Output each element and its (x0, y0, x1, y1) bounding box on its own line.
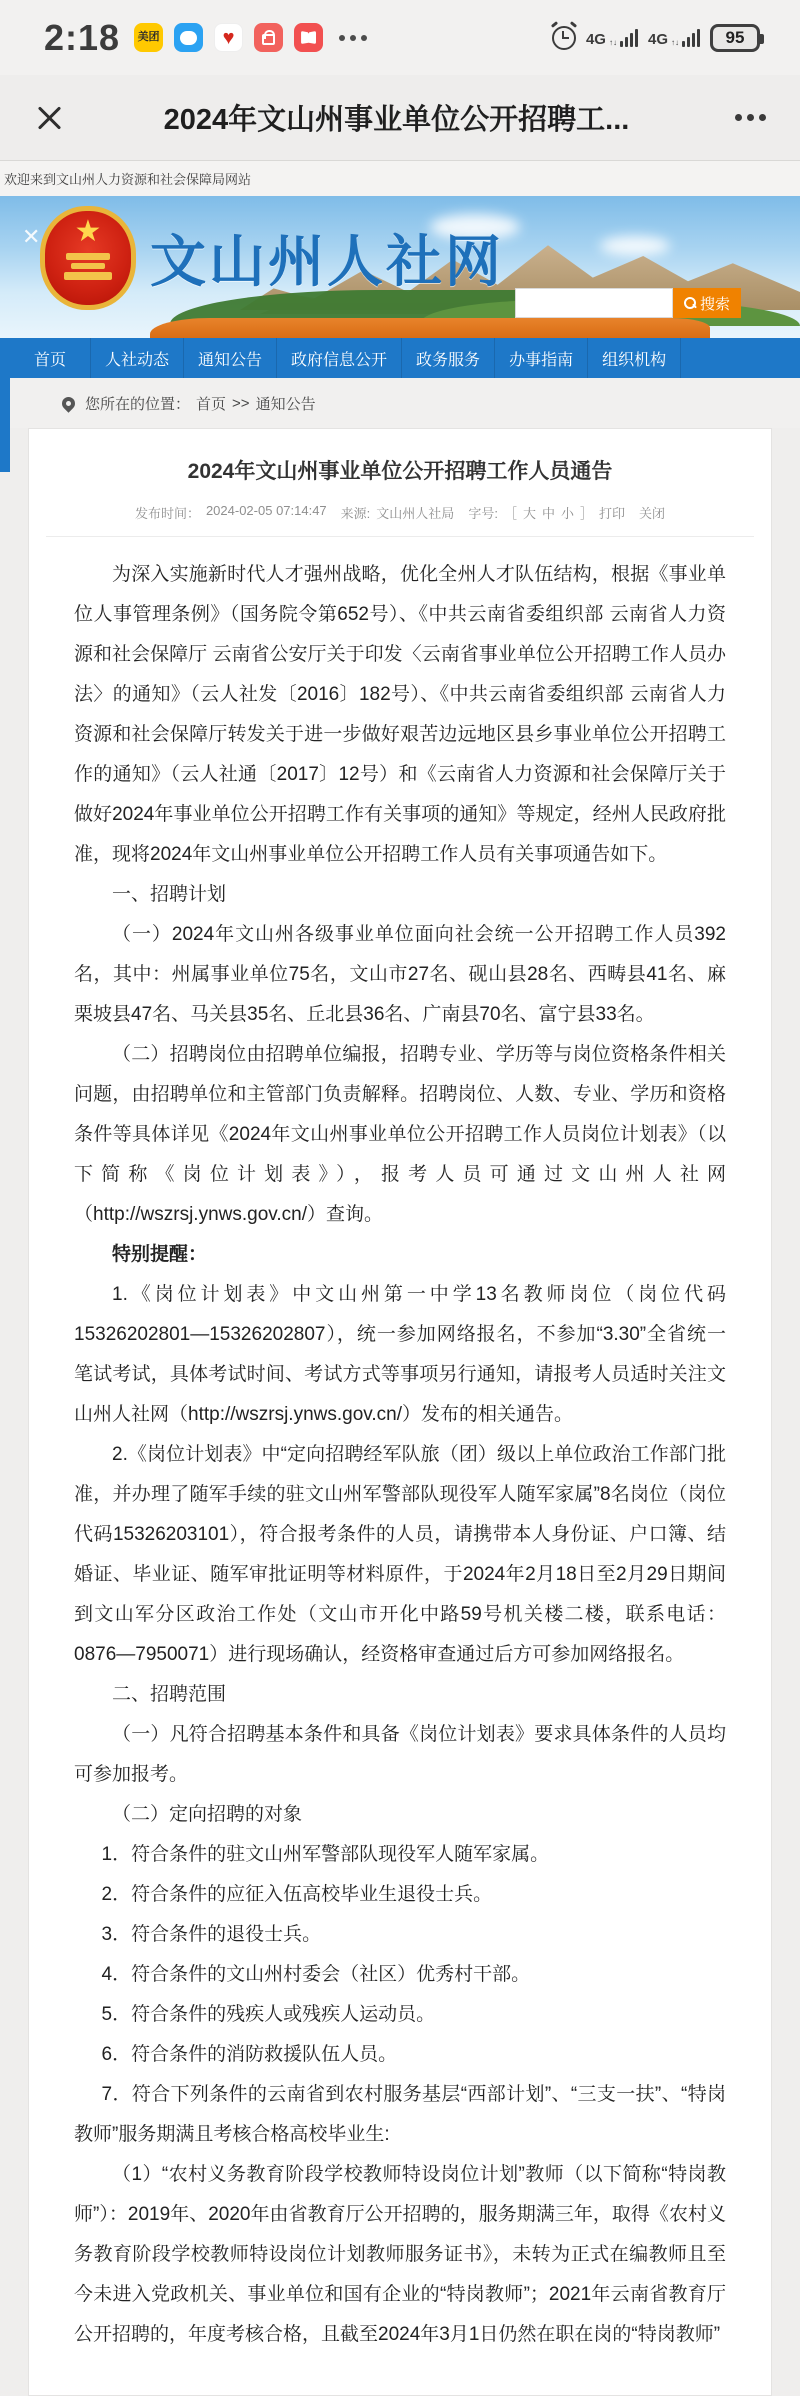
paragraph: 7．符合下列条件的云南省到农村服务基层“西部计划”、“三支一扶”、“特岗教师”服务期满且考核合格高校毕业生: (74, 2084, 726, 2145)
bracket: ［ (503, 506, 517, 521)
paragraph: 二、招聘范围 (112, 1684, 227, 1705)
paragraph: （二）招聘岗位由招聘单位编报，招聘专业、学历等与岗位资格条件相关问题，由招聘单位和主管部门负责解释。招聘岗位、人数、专业、学历和资格条件等具体详见《2024年文山州事业单位公开招聘工作人员岗位计划表》（以下简称《岗位计划表》），报考人员可通过文山州人社网（http://wszrsj.ynws.gov.cn/）查询。 (74, 1044, 726, 1225)
article-card (28, 428, 772, 2396)
article-title: 2024年文山州事业单位公开招聘工作人员通告 (187, 460, 613, 483)
reader-app-icon (294, 23, 323, 52)
source-label: 来源: (340, 506, 371, 521)
battery-percent: 95 (725, 27, 745, 47)
paragraph: 1．符合条件的驻文山州军警部队现役军人随军家属。 (101, 1844, 550, 1865)
webview-title-bar (0, 75, 800, 161)
paragraph: 2.《岗位计划表》中“定向招聘经军队旅（团）级以上单位政治工作部门批准，并办理了随军手续的驻文山州军警部队现役军人随军家属”8名岗位（岗位代码15326203101），符合报考条件的人员，请携带本人身份证、户口簿、结婚证、毕业证、随军审批证明等材料原件，于2024年2月18日至2月29日期间到文山军分区政治工作处（文山市开化中路59号机关楼二楼，联系电话：0876—7950071）进行现场确认，经资格审查通过后方可参加网络报名。 (74, 1444, 726, 1665)
article-body (46, 555, 754, 2355)
welcome-text: 欢迎来到文山州人力资源和社会保障局网站 (4, 172, 252, 187)
status-bar (0, 0, 800, 75)
paragraph: 5．符合条件的残疾人或残疾人运动员。 (101, 2004, 436, 2025)
location-pin-icon (59, 394, 77, 412)
breadcrumb-home-link[interactable]: 首页 (196, 395, 227, 413)
site-name: 文山州人社网 (150, 232, 504, 294)
bracket: ］ (580, 506, 594, 521)
main-nav (0, 338, 800, 378)
nav-item[interactable]: 政务服务 (402, 338, 495, 378)
close-icon[interactable] (34, 103, 64, 133)
nav-item[interactable]: 办事指南 (495, 338, 588, 378)
article-meta (46, 503, 754, 522)
breadcrumb-current-link[interactable]: 通知公告 (255, 395, 316, 413)
page-title: 2024年文山州事业单位公开招聘工... (163, 104, 630, 136)
source: 文山州人社局 (376, 506, 455, 521)
nav-item[interactable]: 首页 (10, 338, 91, 378)
welcome-strip (0, 161, 800, 196)
search-input[interactable] (515, 288, 673, 318)
nav-item[interactable]: 组织机构 (588, 338, 681, 378)
alarm-clock-icon (552, 26, 576, 50)
publish-time: 2024-02-05 07:14:47 (205, 503, 327, 518)
signal-sim1: 4G ↑↓ (586, 29, 638, 47)
site-banner (0, 196, 800, 338)
more-notifications-icon (339, 35, 367, 41)
more-menu-icon[interactable] (735, 114, 766, 121)
left-edge-strip (0, 338, 10, 472)
shopping-bag-icon (262, 34, 275, 45)
heart-app-icon: ♥ (214, 23, 243, 52)
sparkle-icon: ✕ (22, 224, 41, 249)
paragraph: 一、招聘计划 (112, 884, 227, 905)
national-emblem-icon: ★ (40, 206, 136, 310)
search-icon (684, 297, 696, 309)
breadcrumb-prefix: 您所在的位置： (85, 395, 191, 413)
chat-bubble-icon (180, 31, 197, 45)
paragraph: 3．符合条件的退役士兵。 (101, 1924, 322, 1945)
paragraph: 特别提醒： (112, 1244, 208, 1265)
paragraph: 为深入实施新时代人才强州战略，优化全州人才队伍结构，根据《事业单位人事管理条例》（国务院令第652号）、《中共云南省委组织部 云南省人力资源和社会保障厅 云南省公安厅关于印发〈云南省事业单位公开招聘工作人员办法〉的通知》（云人社发〔2016〕182号）、《中共云南省委组织部 云南省人力资源和社会保障厅转发关于进一步做好艰苦边远地区县乡事业单位公开招聘工作的通知》（云人社通〔2017〕12号）和《云南省人力资源和社会保障厅关于做好2024年事业单位公开招聘工作有关事项的通知》等规定，经州人民政府批准，现将2024年文山州事业单位公开招聘工作人员有关事项通告如下。 (74, 564, 726, 865)
signal-sim2: 4G ↑↓ (648, 29, 700, 47)
breadcrumb (0, 378, 800, 428)
paragraph: 4．符合条件的文山州村委会（社区）优秀村干部。 (101, 1964, 531, 1985)
book-icon (301, 31, 316, 44)
notification-icons (134, 23, 323, 52)
close-button[interactable]: 关闭 (639, 506, 666, 521)
signal-bars-icon (682, 29, 700, 47)
paragraph: （二）定向招聘的对象 (112, 1804, 303, 1825)
paragraph: （1）“农村义务教育阶段学校教师特设岗位计划”教师（以下简称“特岗教师”）：2019年、2020年由省教育厅公开招聘的，服务期满三年，取得《农村义务教育阶段学校教师特设岗位计划教师服务证书》，未转为正式在编教师且至今未进入党政机关、事业单位和国有企业的“特岗教师”；2021年云南省教育厅公开招聘的，年度考核合格，且截至2024年3月1日仍然在职在岗的“特岗教师” (74, 2164, 726, 2345)
signal-bars-icon (620, 29, 638, 47)
breadcrumb-separator: >> (232, 394, 250, 412)
paragraph: 1.《岗位计划表》中文山州第一中学13名教师岗位（岗位代码15326202801—15326202807），统一参加网络报名，不参加“3.30”全省统一笔试考试，具体考试时间、考试方式等事项另行通知，请报考人员适时关注文山州人社网（http://wszrsj.ynws.gov.cn/）发布的相关通告。 (74, 1284, 726, 1425)
publish-time-label: 发布时间： (134, 506, 200, 521)
nav-item[interactable]: 通知公告 (184, 338, 277, 378)
clock-time: 2:18 (44, 16, 121, 58)
cloud-decoration (600, 236, 670, 256)
meta-divider (46, 536, 754, 537)
font-small-button[interactable]: 小 (560, 506, 574, 521)
paragraph: 6．符合条件的消防救援队伍人员。 (101, 2044, 398, 2065)
messages-app-icon (174, 23, 203, 52)
store-app-icon (254, 23, 283, 52)
font-large-button[interactable]: 大 (522, 506, 536, 521)
paragraph: 2．符合条件的应征入伍高校毕业生退役士兵。 (101, 1884, 493, 1905)
font-medium-button[interactable]: 中 (541, 506, 555, 521)
site-search (515, 288, 741, 318)
battery-indicator (710, 24, 760, 52)
flower-field-decoration (150, 318, 710, 338)
search-button[interactable]: 搜索 (673, 288, 741, 318)
print-button[interactable]: 打印 (599, 506, 626, 521)
paragraph: （一）2024年文山州各级事业单位面向社会统一公开招聘工作人员392名，其中：州属事业单位75名，文山市27名、砚山县28名、西畴县41名、麻栗坡县47名、马关县35名、丘北县36名、广南县70名、富宁县33名。 (74, 924, 726, 1025)
status-bar-right (552, 24, 760, 52)
paragraph: （一）凡符合招聘基本条件和具备《岗位计划表》要求具体条件的人员均可参加报考。 (74, 1724, 726, 1785)
meituan-app-icon: 美团 (134, 23, 163, 52)
fontsize-label: 字号: (468, 506, 498, 521)
site-logo[interactable] (40, 206, 504, 310)
nav-item[interactable]: 政府信息公开 (277, 338, 402, 378)
nav-item[interactable]: 人社动态 (91, 338, 184, 378)
